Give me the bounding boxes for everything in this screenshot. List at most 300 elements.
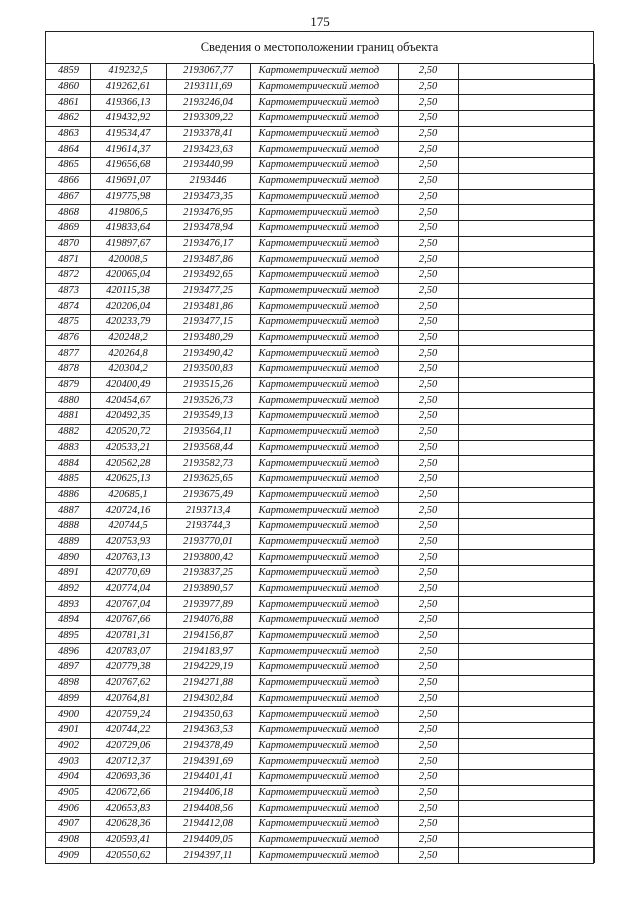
point-number-cell: 4863	[46, 126, 90, 142]
y-coordinate-cell: 2193625,65	[166, 471, 250, 487]
x-coordinate-cell: 420264,8	[90, 346, 166, 362]
empty-cell	[458, 691, 594, 707]
point-number-cell: 4862	[46, 111, 90, 127]
empty-cell	[458, 581, 594, 597]
empty-cell	[458, 393, 594, 409]
table-row	[46, 581, 594, 597]
x-coordinate-cell: 419614,37	[90, 142, 166, 158]
empty-cell	[458, 346, 594, 362]
accuracy-cell: 2,50	[398, 722, 458, 738]
y-coordinate-cell: 2193246,04	[166, 95, 250, 111]
method-cell: Картометрический метод	[250, 377, 398, 393]
empty-cell	[458, 173, 594, 189]
table-row	[46, 769, 594, 785]
method-cell: Картометрический метод	[250, 487, 398, 503]
method-cell: Картометрический метод	[250, 471, 398, 487]
empty-cell	[458, 252, 594, 268]
table-row	[46, 487, 594, 503]
accuracy-cell: 2,50	[398, 660, 458, 676]
accuracy-cell: 2,50	[398, 675, 458, 691]
x-coordinate-cell: 420562,28	[90, 456, 166, 472]
table-row	[46, 173, 594, 189]
point-number-cell: 4883	[46, 440, 90, 456]
y-coordinate-cell: 2194183,97	[166, 644, 250, 660]
x-coordinate-cell: 420685,1	[90, 487, 166, 503]
x-coordinate-cell: 420304,2	[90, 362, 166, 378]
x-coordinate-cell: 420744,22	[90, 722, 166, 738]
point-number-cell: 4884	[46, 456, 90, 472]
x-coordinate-cell: 420767,66	[90, 613, 166, 629]
point-number-cell: 4865	[46, 158, 90, 174]
accuracy-cell: 2,50	[398, 848, 458, 863]
method-cell: Картометрический метод	[250, 518, 398, 534]
method-cell: Картометрический метод	[250, 503, 398, 519]
coordinates-table	[46, 64, 594, 863]
table-row	[46, 64, 594, 79]
point-number-cell: 4861	[46, 95, 90, 111]
y-coordinate-cell: 2193309,22	[166, 111, 250, 127]
accuracy-cell: 2,50	[398, 754, 458, 770]
accuracy-cell: 2,50	[398, 283, 458, 299]
table-row	[46, 660, 594, 676]
empty-cell	[458, 142, 594, 158]
empty-cell	[458, 158, 594, 174]
table-row	[46, 534, 594, 550]
point-number-cell: 4864	[46, 142, 90, 158]
y-coordinate-cell: 2193977,89	[166, 597, 250, 613]
y-coordinate-cell: 2193675,49	[166, 487, 250, 503]
accuracy-cell: 2,50	[398, 832, 458, 848]
y-coordinate-cell: 2194350,63	[166, 707, 250, 723]
y-coordinate-cell: 2193582,73	[166, 456, 250, 472]
y-coordinate-cell: 2193478,94	[166, 220, 250, 236]
y-coordinate-cell: 2194401,41	[166, 769, 250, 785]
table-row	[46, 832, 594, 848]
point-number-cell: 4896	[46, 644, 90, 660]
point-number-cell: 4905	[46, 785, 90, 801]
point-number-cell: 4873	[46, 283, 90, 299]
method-cell: Картометрический метод	[250, 832, 398, 848]
empty-cell	[458, 613, 594, 629]
method-cell: Картометрический метод	[250, 456, 398, 472]
point-number-cell: 4909	[46, 848, 90, 863]
x-coordinate-cell: 420672,66	[90, 785, 166, 801]
x-coordinate-cell: 420781,31	[90, 628, 166, 644]
accuracy-cell: 2,50	[398, 707, 458, 723]
table-row	[46, 252, 594, 268]
method-cell: Картометрический метод	[250, 330, 398, 346]
accuracy-cell: 2,50	[398, 613, 458, 629]
table-row	[46, 801, 594, 817]
table-row	[46, 236, 594, 252]
empty-cell	[458, 534, 594, 550]
y-coordinate-cell: 2193446	[166, 173, 250, 189]
accuracy-cell: 2,50	[398, 597, 458, 613]
table-row	[46, 550, 594, 566]
x-coordinate-cell: 420115,38	[90, 283, 166, 299]
table-row	[46, 142, 594, 158]
accuracy-cell: 2,50	[398, 346, 458, 362]
y-coordinate-cell: 2193480,29	[166, 330, 250, 346]
x-coordinate-cell: 420628,36	[90, 817, 166, 833]
table-row	[46, 126, 594, 142]
method-cell: Картометрический метод	[250, 660, 398, 676]
x-coordinate-cell: 420729,06	[90, 738, 166, 754]
method-cell: Картометрический метод	[250, 220, 398, 236]
accuracy-cell: 2,50	[398, 691, 458, 707]
y-coordinate-cell: 2193477,15	[166, 315, 250, 331]
empty-cell	[458, 126, 594, 142]
empty-cell	[458, 644, 594, 660]
point-number-cell: 4872	[46, 267, 90, 283]
empty-cell	[458, 518, 594, 534]
table-row	[46, 111, 594, 127]
table-row	[46, 346, 594, 362]
empty-cell	[458, 362, 594, 378]
table-row	[46, 267, 594, 283]
y-coordinate-cell: 2194397,11	[166, 848, 250, 863]
accuracy-cell: 2,50	[398, 393, 458, 409]
y-coordinate-cell: 2193526,73	[166, 393, 250, 409]
y-coordinate-cell: 2193111,69	[166, 79, 250, 95]
accuracy-cell: 2,50	[398, 534, 458, 550]
table-row	[46, 283, 594, 299]
point-number-cell: 4900	[46, 707, 90, 723]
table-row	[46, 299, 594, 315]
x-coordinate-cell: 420712,37	[90, 754, 166, 770]
point-number-cell: 4874	[46, 299, 90, 315]
y-coordinate-cell: 2193744,3	[166, 518, 250, 534]
method-cell: Картометрический метод	[250, 738, 398, 754]
empty-cell	[458, 785, 594, 801]
point-number-cell: 4886	[46, 487, 90, 503]
x-coordinate-cell: 419232,5	[90, 64, 166, 79]
accuracy-cell: 2,50	[398, 220, 458, 236]
point-number-cell: 4870	[46, 236, 90, 252]
y-coordinate-cell: 2193476,17	[166, 236, 250, 252]
table-row	[46, 471, 594, 487]
accuracy-cell: 2,50	[398, 738, 458, 754]
method-cell: Картометрический метод	[250, 769, 398, 785]
table-row	[46, 754, 594, 770]
table-row	[46, 330, 594, 346]
method-cell: Картометрический метод	[250, 754, 398, 770]
accuracy-cell: 2,50	[398, 64, 458, 79]
empty-cell	[458, 205, 594, 221]
y-coordinate-cell: 2193378,41	[166, 126, 250, 142]
method-cell: Картометрический метод	[250, 566, 398, 582]
method-cell: Картометрический метод	[250, 628, 398, 644]
x-coordinate-cell: 420492,35	[90, 409, 166, 425]
table-row	[46, 691, 594, 707]
x-coordinate-cell: 420233,79	[90, 315, 166, 331]
x-coordinate-cell: 420753,93	[90, 534, 166, 550]
method-cell: Картометрический метод	[250, 111, 398, 127]
accuracy-cell: 2,50	[398, 550, 458, 566]
method-cell: Картометрический метод	[250, 205, 398, 221]
x-coordinate-cell: 420206,04	[90, 299, 166, 315]
table-row	[46, 628, 594, 644]
y-coordinate-cell: 2194363,53	[166, 722, 250, 738]
table-row	[46, 377, 594, 393]
y-coordinate-cell: 2193473,35	[166, 189, 250, 205]
method-cell: Картометрический метод	[250, 597, 398, 613]
method-cell: Картометрический метод	[250, 158, 398, 174]
y-coordinate-cell: 2194271,88	[166, 675, 250, 691]
empty-cell	[458, 315, 594, 331]
table-body	[46, 64, 594, 863]
x-coordinate-cell: 419833,64	[90, 220, 166, 236]
accuracy-cell: 2,50	[398, 142, 458, 158]
point-number-cell: 4891	[46, 566, 90, 582]
y-coordinate-cell: 2193423,63	[166, 142, 250, 158]
method-cell: Картометрический метод	[250, 95, 398, 111]
accuracy-cell: 2,50	[398, 628, 458, 644]
point-number-cell: 4880	[46, 393, 90, 409]
accuracy-cell: 2,50	[398, 518, 458, 534]
point-number-cell: 4866	[46, 173, 90, 189]
method-cell: Картометрический метод	[250, 189, 398, 205]
point-number-cell: 4868	[46, 205, 90, 221]
x-coordinate-cell: 420744,5	[90, 518, 166, 534]
empty-cell	[458, 675, 594, 691]
point-number-cell: 4901	[46, 722, 90, 738]
y-coordinate-cell: 2193476,95	[166, 205, 250, 221]
x-coordinate-cell: 420550,62	[90, 848, 166, 863]
x-coordinate-cell: 420783,07	[90, 644, 166, 660]
point-number-cell: 4902	[46, 738, 90, 754]
point-number-cell: 4897	[46, 660, 90, 676]
method-cell: Картометрический метод	[250, 267, 398, 283]
y-coordinate-cell: 2193568,44	[166, 440, 250, 456]
point-number-cell: 4889	[46, 534, 90, 550]
empty-cell	[458, 424, 594, 440]
accuracy-cell: 2,50	[398, 456, 458, 472]
table-row	[46, 848, 594, 863]
accuracy-cell: 2,50	[398, 205, 458, 221]
point-number-cell: 4859	[46, 64, 90, 79]
table-row	[46, 409, 594, 425]
x-coordinate-cell: 420770,69	[90, 566, 166, 582]
method-cell: Картометрический метод	[250, 64, 398, 79]
empty-cell	[458, 377, 594, 393]
empty-cell	[458, 738, 594, 754]
method-cell: Картометрический метод	[250, 299, 398, 315]
point-number-cell: 4867	[46, 189, 90, 205]
accuracy-cell: 2,50	[398, 252, 458, 268]
table-row	[46, 315, 594, 331]
x-coordinate-cell: 419897,67	[90, 236, 166, 252]
x-coordinate-cell: 419656,68	[90, 158, 166, 174]
point-number-cell: 4899	[46, 691, 90, 707]
empty-cell	[458, 487, 594, 503]
point-number-cell: 4871	[46, 252, 90, 268]
point-number-cell: 4907	[46, 817, 90, 833]
y-coordinate-cell: 2193440,99	[166, 158, 250, 174]
accuracy-cell: 2,50	[398, 126, 458, 142]
table-row	[46, 95, 594, 111]
x-coordinate-cell: 420759,24	[90, 707, 166, 723]
empty-cell	[458, 848, 594, 863]
empty-cell	[458, 628, 594, 644]
y-coordinate-cell: 2193713,4	[166, 503, 250, 519]
x-coordinate-cell: 420693,36	[90, 769, 166, 785]
method-cell: Картометрический метод	[250, 707, 398, 723]
method-cell: Картометрический метод	[250, 691, 398, 707]
y-coordinate-cell: 2193800,42	[166, 550, 250, 566]
y-coordinate-cell: 2194229,19	[166, 660, 250, 676]
point-number-cell: 4879	[46, 377, 90, 393]
y-coordinate-cell: 2194408,56	[166, 801, 250, 817]
x-coordinate-cell: 420763,13	[90, 550, 166, 566]
accuracy-cell: 2,50	[398, 424, 458, 440]
x-coordinate-cell: 420779,38	[90, 660, 166, 676]
accuracy-cell: 2,50	[398, 189, 458, 205]
accuracy-cell: 2,50	[398, 487, 458, 503]
table-row	[46, 456, 594, 472]
method-cell: Картометрический метод	[250, 848, 398, 863]
empty-cell	[458, 220, 594, 236]
x-coordinate-cell: 420767,04	[90, 597, 166, 613]
point-number-cell: 4876	[46, 330, 90, 346]
table-row	[46, 393, 594, 409]
method-cell: Картометрический метод	[250, 581, 398, 597]
accuracy-cell: 2,50	[398, 315, 458, 331]
method-cell: Картометрический метод	[250, 534, 398, 550]
empty-cell	[458, 267, 594, 283]
empty-cell	[458, 409, 594, 425]
x-coordinate-cell: 419775,98	[90, 189, 166, 205]
y-coordinate-cell: 2194076,88	[166, 613, 250, 629]
method-cell: Картометрический метод	[250, 440, 398, 456]
accuracy-cell: 2,50	[398, 769, 458, 785]
accuracy-cell: 2,50	[398, 299, 458, 315]
empty-cell	[458, 754, 594, 770]
empty-cell	[458, 722, 594, 738]
accuracy-cell: 2,50	[398, 817, 458, 833]
point-number-cell: 4875	[46, 315, 90, 331]
point-number-cell: 4878	[46, 362, 90, 378]
accuracy-cell: 2,50	[398, 566, 458, 582]
accuracy-cell: 2,50	[398, 95, 458, 111]
y-coordinate-cell: 2194406,18	[166, 785, 250, 801]
empty-cell	[458, 597, 594, 613]
method-cell: Картометрический метод	[250, 409, 398, 425]
point-number-cell: 4894	[46, 613, 90, 629]
table-row	[46, 205, 594, 221]
point-number-cell: 4893	[46, 597, 90, 613]
x-coordinate-cell: 419366,13	[90, 95, 166, 111]
table-row	[46, 158, 594, 174]
x-coordinate-cell: 420653,83	[90, 801, 166, 817]
x-coordinate-cell: 420764,81	[90, 691, 166, 707]
empty-cell	[458, 817, 594, 833]
empty-cell	[458, 440, 594, 456]
method-cell: Картометрический метод	[250, 785, 398, 801]
x-coordinate-cell: 419432,92	[90, 111, 166, 127]
method-cell: Картометрический метод	[250, 613, 398, 629]
x-coordinate-cell: 419691,07	[90, 173, 166, 189]
accuracy-cell: 2,50	[398, 173, 458, 189]
y-coordinate-cell: 2193549,13	[166, 409, 250, 425]
x-coordinate-cell: 419806,5	[90, 205, 166, 221]
method-cell: Картометрический метод	[250, 362, 398, 378]
empty-cell	[458, 79, 594, 95]
boundary-table-frame	[45, 31, 594, 864]
accuracy-cell: 2,50	[398, 79, 458, 95]
method-cell: Картометрический метод	[250, 315, 398, 331]
point-number-cell: 4882	[46, 424, 90, 440]
method-cell: Картометрический метод	[250, 424, 398, 440]
table-row	[46, 707, 594, 723]
point-number-cell: 4860	[46, 79, 90, 95]
table-row	[46, 503, 594, 519]
accuracy-cell: 2,50	[398, 644, 458, 660]
method-cell: Картометрический метод	[250, 283, 398, 299]
table-row	[46, 738, 594, 754]
y-coordinate-cell: 2193837,25	[166, 566, 250, 582]
y-coordinate-cell: 2193500,83	[166, 362, 250, 378]
x-coordinate-cell: 420724,16	[90, 503, 166, 519]
accuracy-cell: 2,50	[398, 267, 458, 283]
y-coordinate-cell: 2193487,86	[166, 252, 250, 268]
point-number-cell: 4904	[46, 769, 90, 785]
x-coordinate-cell: 419262,61	[90, 79, 166, 95]
accuracy-cell: 2,50	[398, 330, 458, 346]
method-cell: Картометрический метод	[250, 79, 398, 95]
empty-cell	[458, 566, 594, 582]
point-number-cell: 4888	[46, 518, 90, 534]
x-coordinate-cell: 420248,2	[90, 330, 166, 346]
table-row	[46, 644, 594, 660]
y-coordinate-cell: 2193770,01	[166, 534, 250, 550]
accuracy-cell: 2,50	[398, 440, 458, 456]
table-row	[46, 675, 594, 691]
y-coordinate-cell: 2193515,26	[166, 377, 250, 393]
accuracy-cell: 2,50	[398, 409, 458, 425]
x-coordinate-cell: 420400,49	[90, 377, 166, 393]
y-coordinate-cell: 2193477,25	[166, 283, 250, 299]
table-row	[46, 722, 594, 738]
x-coordinate-cell: 420774,04	[90, 581, 166, 597]
table-row	[46, 785, 594, 801]
empty-cell	[458, 283, 594, 299]
point-number-cell: 4881	[46, 409, 90, 425]
point-number-cell: 4895	[46, 628, 90, 644]
y-coordinate-cell: 2194391,69	[166, 754, 250, 770]
accuracy-cell: 2,50	[398, 581, 458, 597]
point-number-cell: 4892	[46, 581, 90, 597]
accuracy-cell: 2,50	[398, 471, 458, 487]
point-number-cell: 4877	[46, 346, 90, 362]
accuracy-cell: 2,50	[398, 377, 458, 393]
table-row	[46, 424, 594, 440]
table-row	[46, 817, 594, 833]
y-coordinate-cell: 2193067,77	[166, 64, 250, 79]
accuracy-cell: 2,50	[398, 236, 458, 252]
empty-cell	[458, 707, 594, 723]
accuracy-cell: 2,50	[398, 111, 458, 127]
empty-cell	[458, 330, 594, 346]
y-coordinate-cell: 2193492,65	[166, 267, 250, 283]
accuracy-cell: 2,50	[398, 785, 458, 801]
y-coordinate-cell: 2194409,05	[166, 832, 250, 848]
method-cell: Картометрический метод	[250, 126, 398, 142]
point-number-cell: 4885	[46, 471, 90, 487]
method-cell: Картометрический метод	[250, 550, 398, 566]
x-coordinate-cell: 420593,41	[90, 832, 166, 848]
table-row	[46, 189, 594, 205]
